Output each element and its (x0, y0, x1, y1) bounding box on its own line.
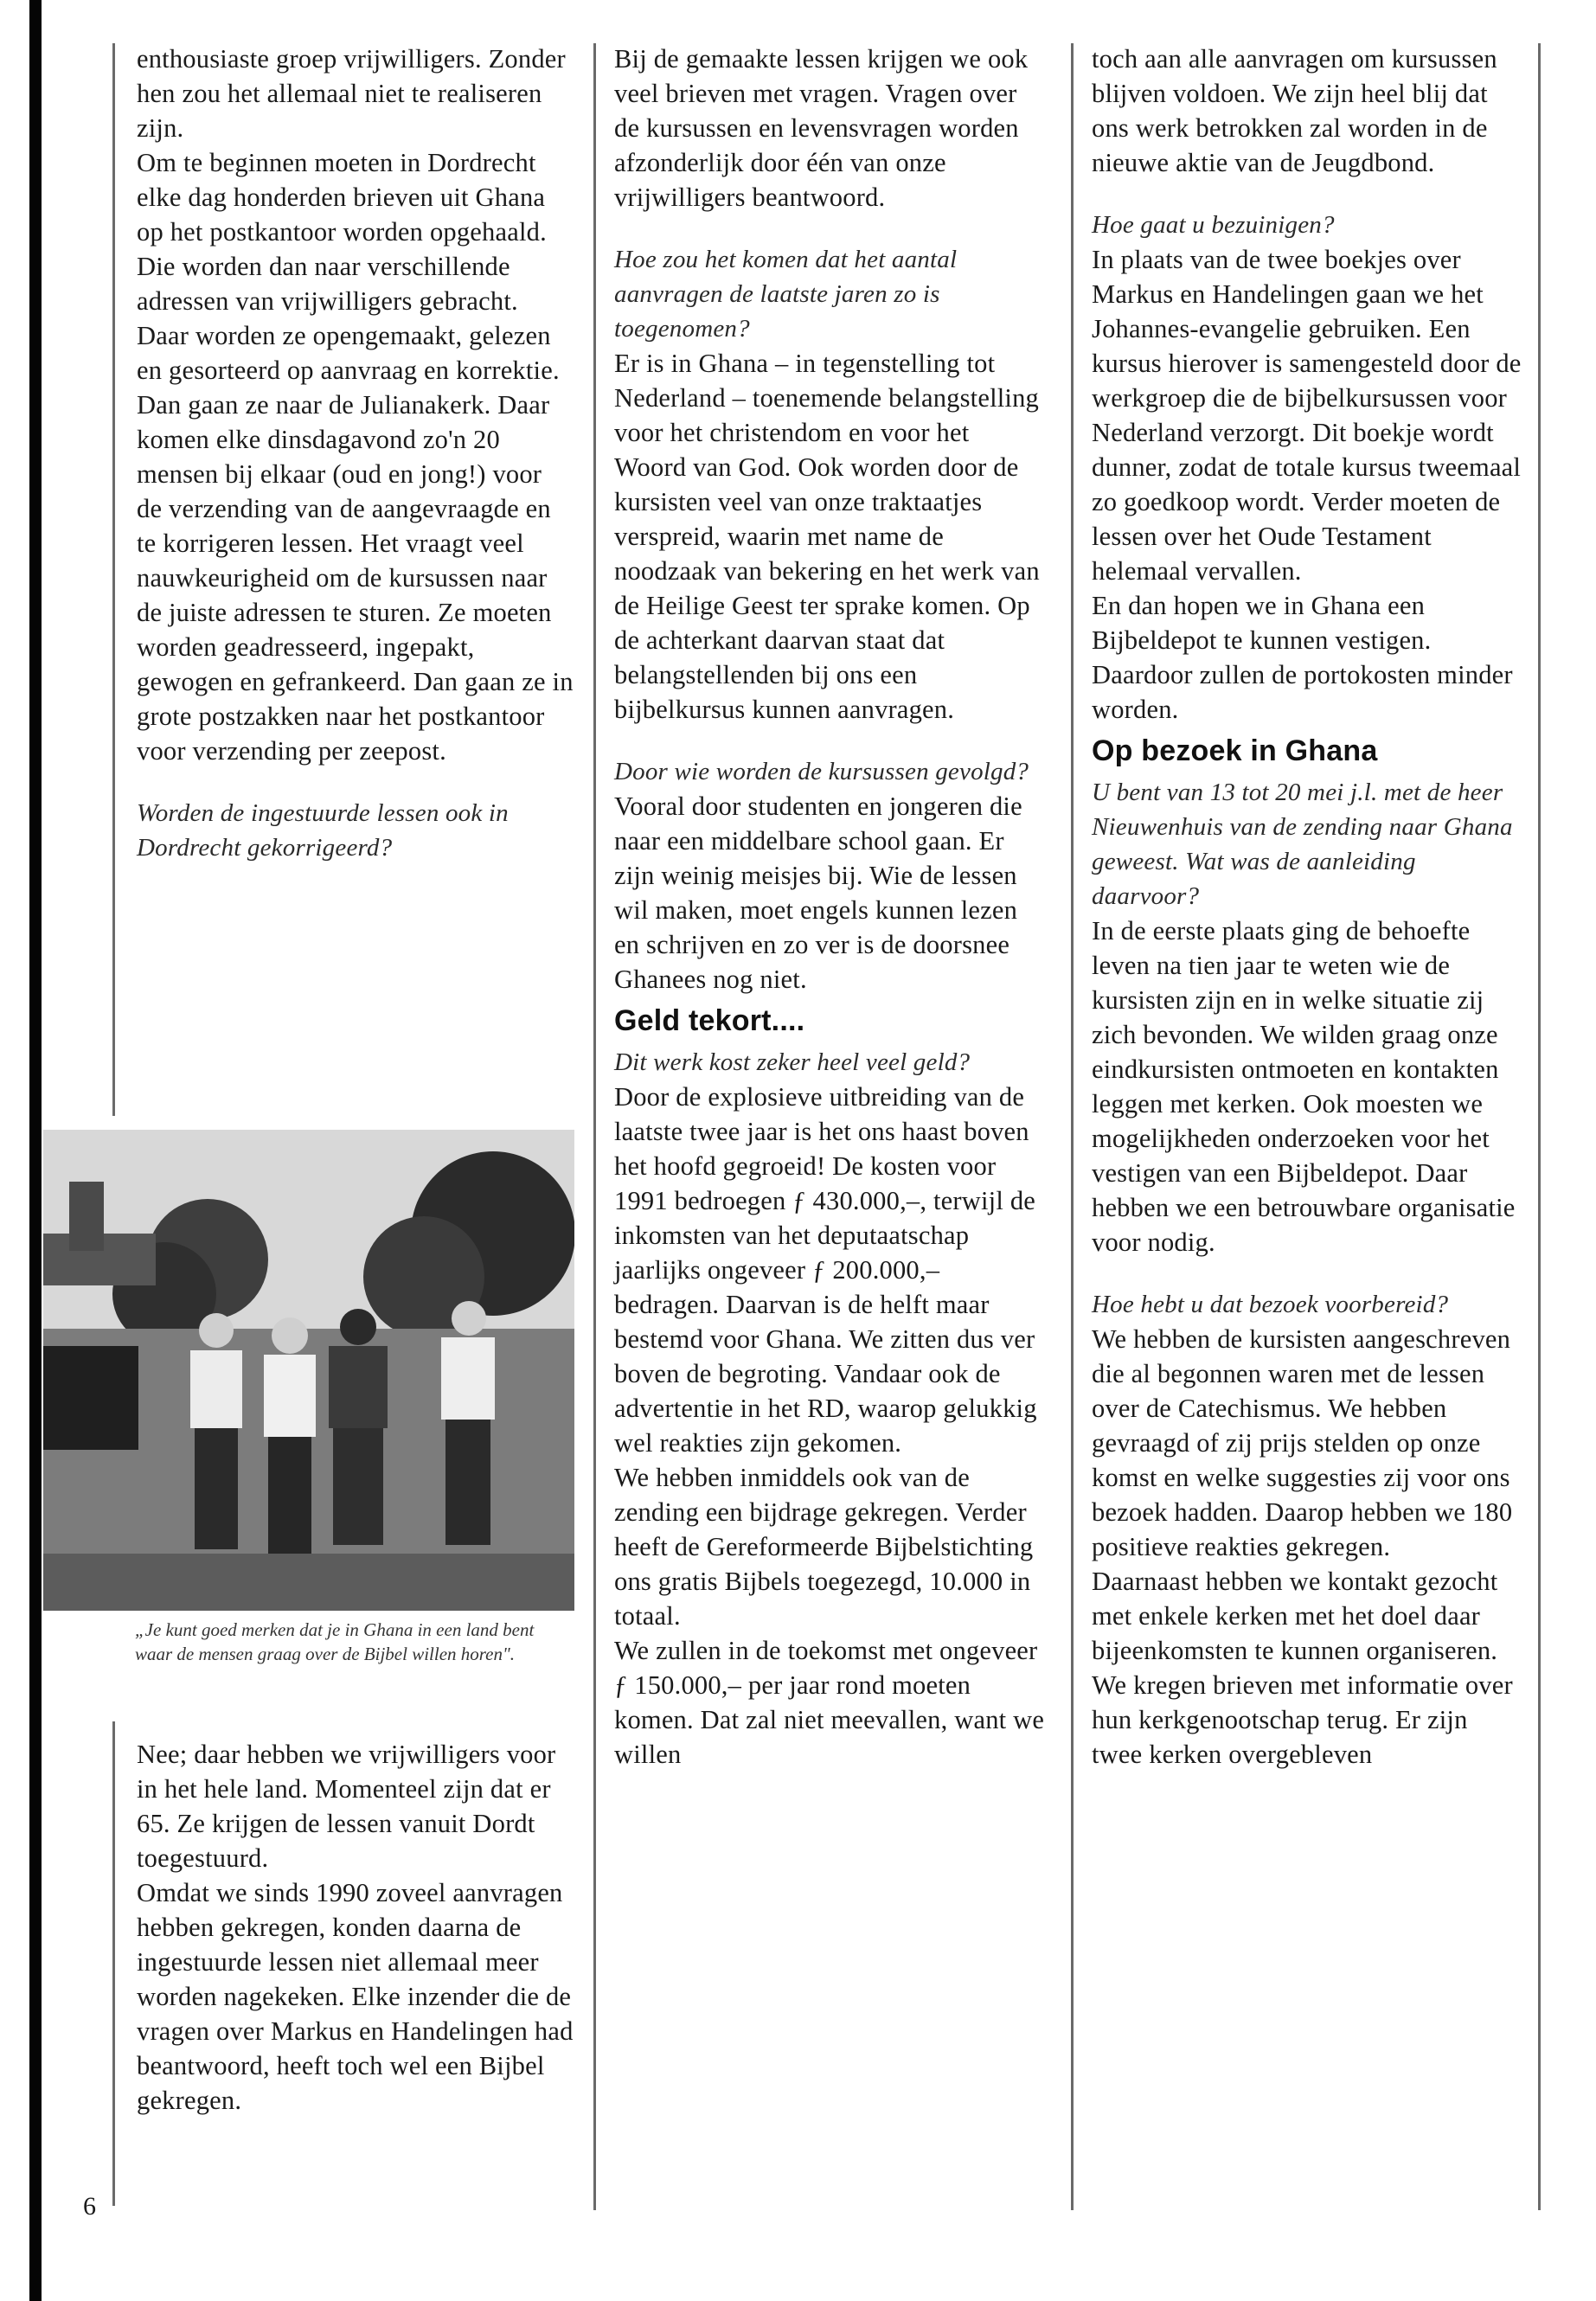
paragraph: In plaats van de twee boekjes over Markus en Handelingen gaan we het Johannes-evangelie gebruiken. Een kursus hierover is samengesteld door de werkgroep die de bijbelkursussen voor Nederland verzorgt. Dit boekje wordt dunner, zodat de totale kursus tweemaal zo goedkoop wordt. Verder moeten de lessen over het Oude Testament helemaal vervallen. (1092, 245, 1522, 586)
paragraph: enthousiaste groep vrijwilligers. Zonder hen zou het allemaal niet te realiseren zijn. (137, 44, 566, 143)
paragraph: In de eerste plaats ging de behoefte leven na tien jaar te weten wie de kursisten zijn en in welke situatie zij zich bevonden. We wilden graag onze eindkursisten ontmoeten en kontakten leggen met kerken. Ook moesten we mogelijkheden onderzoeken voor het vestigen van een Bijbeldepot. Daar hebben we een betrouwbare organisatie voor nodig. (1092, 916, 1516, 1257)
column-2 (614, 42, 1045, 1772)
column-1-top (137, 42, 574, 865)
photo-caption: „Je kunt goed merken dat je in Ghana in een land bent waar de mensen graag over de Bijbel willen horen". (135, 1619, 535, 1664)
paragraph: We hebben inmiddels ook van de zending een bijdrage gekregen. Verder heeft de Gereformeerde Bijbelstichting ons gratis Bijbels toegezegd, 10.000 in totaal. (614, 1463, 1034, 1631)
column-rule-2 (112, 1721, 115, 2206)
photo-group-in-ghana (43, 1130, 574, 1611)
paragraph: toch aan alle aanvragen om kursussen blijven voldoen. We zijn heel blij dat ons werk betrokken zal worden in de nieuwe aktie van de Jeugdbond. (1092, 44, 1497, 177)
column-rule-3 (593, 43, 596, 2210)
paragraph: We hebben de kursisten aangeschreven die al begonnen waren met de lessen over de Catechismus. We hebben gevraagd of zij prijs stelden op onze komst en welke suggesties zij voor ons bezoek hadden. Daarop hebben we 180 positieve reakties gekregen. (1092, 1324, 1513, 1561)
paragraph: Vooral door studenten en jongeren die naar een middelbare school gaan. Er zijn weinig meisjes bij. Wie de lessen wil maken, moet engels kunnen lezen en schrijven en zo ver is de doorsnee Ghanees nog niet. (614, 792, 1022, 994)
section-heading: Geld tekort.... (614, 1004, 805, 1037)
paragraph: Door de explosieve uitbreiding van de laatste twee jaar is het ons haast boven het hoofd gegroeid! De kosten voor 1991 bedroegen ƒ 430.000,–, terwijl de inkomsten van het deputaatschap jaarlijks ongeveer ƒ 200.000,– bedragen. Daarvan is de helft maar bestemd voor Ghana. We zitten dus ver boven de begroting. Vandaar ook de advertentie in het RD, waarop gelukkig wel reakties zijn gekomen. (614, 1082, 1037, 1458)
paragraph: Nee; daar hebben we vrijwilligers voor in het hele land. Momenteel zijn dat er 65. Ze krijgen de lessen vanuit Dordt toegestuurd. (137, 1740, 556, 1873)
paragraph: Om te beginnen moeten in Dordrecht elke dag honderden brieven uit Ghana op het postkantoor worden opgehaald. Die worden dan naar verschillende adressen van vrijwilligers gebracht. Daar worden ze opengemaakt, gelezen en gesorteerd op aanvraag en korrektie. Dan gaan ze naar de Julianakerk. Daar komen elke dinsdagavond zo'n 20 mensen bij elkaar (oud en jong!) voor de verzending van de aangevraagde en te korrigeren lessen. Het vraagt veel nauwkeurigheid om de kursussen naar de juiste adressen te sturen. Ze moeten worden geadresseerd, ingepakt, gewogen en gefrankeerd. Dan gaan ze in grote postzakken naar het postkantoor voor verzending per zeepost. (137, 148, 574, 766)
question: Worden de ingestuurde lessen ook in Dordrecht gekorrigeerd? (137, 799, 509, 862)
column-rule-5 (1538, 43, 1541, 2210)
column-1-bottom (137, 1737, 574, 2118)
photo-illustration (43, 1130, 574, 1611)
column-3 (1092, 42, 1522, 1772)
question: Hoe zou het komen dat het aantal aanvragen de laatste jaren zo is toegenomen? (614, 246, 958, 343)
paragraph: En dan hopen we in Ghana een Bijbeldepot te kunnen vestigen. Daardoor zullen de portokosten minder worden. (1092, 591, 1513, 724)
question: Hoe hebt u dat bezoek voorbereid? (1092, 1291, 1449, 1318)
page-spine (29, 0, 42, 2301)
question: Dit werk kost zeker heel veel geld? (614, 1048, 971, 1076)
page-number: 6 (83, 2192, 96, 2221)
question: U bent van 13 tot 20 mei j.l. met de heer Nieuwenhuis van de zending naar Ghana geweest. Wat was de aanleiding daarvoor? (1092, 779, 1513, 910)
question: Door wie worden de kursussen gevolgd? (614, 758, 1029, 785)
paragraph: We zullen in de toekomst met ongeveer ƒ 150.000,– per jaar rond moeten komen. Dat zal niet meevallen, want we willen (614, 1636, 1045, 1769)
column-rule-1 (112, 43, 115, 1116)
paragraph: Er is in Ghana – in tegenstelling tot Nederland – toenemende belangstelling voor het christendom en voor het Woord van God. Ook worden door de kursisten veel van onze traktaatjes verspreid, waarin met name de noodzaak van bekering en het werk van de Heilige Geest ter sprake komen. Op de achterkant daarvan staat dat belangstellenden bij ons een bijbelkursus kunnen aanvragen. (614, 349, 1040, 724)
paragraph: Daarnaast hebben we kontakt gezocht met enkele kerken met het doel daar bijeenkomsten te kunnen organiseren. We kregen brieven met informatie over hun kerkgenootschap terug. Er zijn twee kerken overgebleven (1092, 1567, 1513, 1769)
paragraph: Omdat we sinds 1990 zoveel aanvragen hebben gekregen, konden daarna de ingestuurde lessen niet allemaal meer worden nagekeken. Elke inzender die de vragen over Markus en Handelingen had beantwoord, heeft toch wel een Bijbel gekregen. (137, 1878, 574, 2115)
question: Hoe gaat u bezuinigen? (1092, 211, 1335, 239)
column-rule-4 (1071, 43, 1074, 2210)
paragraph: Bij de gemaakte lessen krijgen we ook veel brieven met vragen. Vragen over de kursussen en levensvragen worden afzonderlijk door één van onze vrijwilligers beantwoord. (614, 44, 1029, 212)
section-heading: Op bezoek in Ghana (1092, 734, 1378, 767)
